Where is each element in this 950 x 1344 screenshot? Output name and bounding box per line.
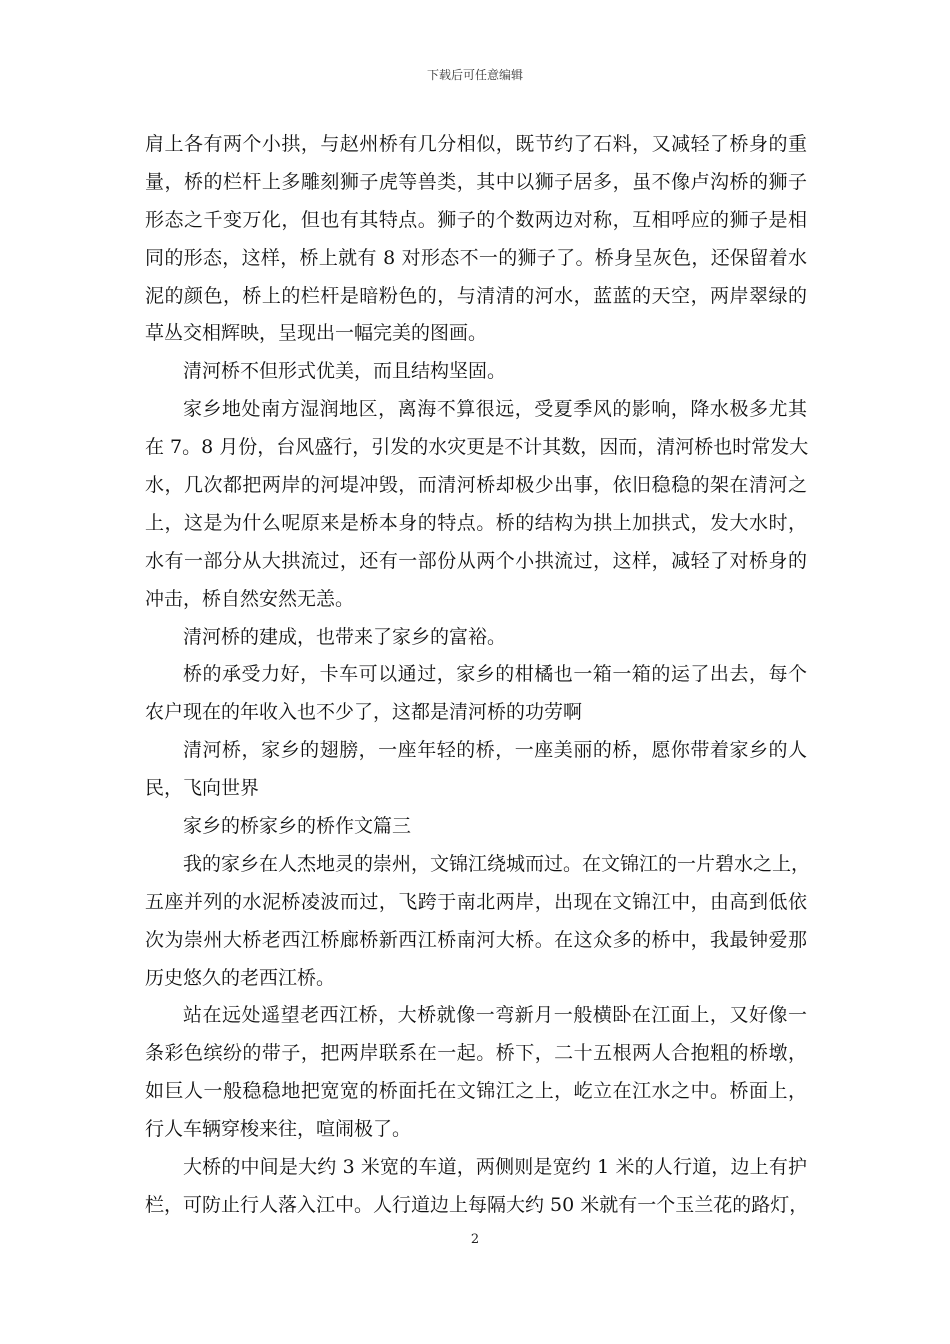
text-line: 我的家乡在人杰地灵的崇州，文锦江绕城而过。在文锦江的一片碧水之上， — [183, 852, 811, 875]
text-line: 条彩色缤纷的带子，把两岸联系在一起。桥下，二十五根两人合抱粗的桥墩， — [145, 1042, 807, 1065]
text-line: 清河桥不但形式优美，而且结构坚固。 — [183, 360, 507, 383]
text-line: 民，飞向世界 — [145, 777, 260, 800]
text-line: 桥的承受力好，卡车可以通过，家乡的柑橘也一箱一箱的运了出去，每个 — [183, 663, 807, 686]
text-line: 历史悠久的老西江桥。 — [145, 966, 336, 989]
document-body — [145, 126, 811, 1225]
text-line: 同的形态，这样，桥上就有 8 对形态不一的狮子了。桥身呈灰色，还保留着水 — [145, 246, 807, 269]
text-line: 大桥的中间是大约 3 米宽的车道，两侧则是宽约 1 米的人行道，边上有护 — [183, 1156, 807, 1179]
text-line: 家乡地处南方湿润地区，离海不算很远，受夏季风的影响，降水极多尤其 — [183, 398, 807, 421]
text-line: 上，这是为什么呢原来是桥本身的特点。桥的结构为拱上加拱式，发大水时， — [145, 511, 807, 534]
text-line: 冲击，桥自然安然无恙。 — [145, 587, 355, 610]
text-line: 水有一部分从大拱流过，还有一部份从两个小拱流过，这样，减轻了对桥身的 — [145, 549, 807, 572]
text-line: 在 7。8 月份，台风盛行，引发的水灾更是不计其数，因而，清河桥也时常发大 — [145, 436, 809, 459]
text-line: 量，桥的栏杆上多雕刻狮子虎等兽类，其中以狮子居多，虽不像卢沟桥的狮子 — [145, 170, 807, 193]
text-line: 清河桥，家乡的翅膀，一座年轻的桥，一座美丽的桥，愿你带着家乡的人 — [183, 739, 807, 762]
text-line: 农户现在的年收入也不少了，这都是清河桥的功劳啊 — [145, 701, 583, 724]
text-line: 草丛交相辉映，呈现出一幅完美的图画。 — [145, 322, 488, 345]
text-line: 家乡的桥家乡的桥作文篇三 — [183, 815, 412, 838]
page-number: 2 — [470, 1232, 480, 1247]
text-line: 泥的颜色，桥上的栏杆是暗粉色的，与清清的河水，蓝蓝的天空，两岸翠绿的 — [145, 284, 807, 307]
text-line: 水，几次都把两岸的河堤冲毁，而清河桥却极少出事，依旧稳稳的架在清河之 — [145, 474, 807, 497]
text-line: 次为崇州大桥老西江桥廊桥新西江桥南河大桥。在这众多的桥中，我最钟爱那 — [145, 928, 807, 951]
text-line: 清河桥的建成，也带来了家乡的富裕。 — [183, 625, 507, 648]
text-line: 如巨人一般稳稳地把宽宽的桥面托在文锦江之上，屹立在江水之中。桥面上， — [145, 1080, 807, 1103]
text-line: 站在远处遥望老西江桥，大桥就像一弯新月一般横卧在江面上，又好像一 — [183, 1004, 807, 1027]
text-line: 形态之千变万化，但也有其特点。狮子的个数两边对称，互相呼应的狮子是相 — [145, 208, 807, 231]
text-line: 行人车辆穿梭来往，喧闹极了。 — [145, 1118, 412, 1141]
page-header: 下载后可任意编辑 — [426, 68, 523, 82]
text-line: 五座并列的水泥桥凌波而过，飞跨于南北两岸，出现在文锦江中，由高到低依 — [145, 890, 807, 913]
text-line: 栏，可防止行人落入江中。人行道边上每隔大约 50 米就有一个玉兰花的路灯， — [145, 1193, 809, 1216]
text-line: 肩上各有两个小拱，与赵州桥有几分相似，既节约了石料，又减轻了桥身的重 — [145, 133, 807, 155]
